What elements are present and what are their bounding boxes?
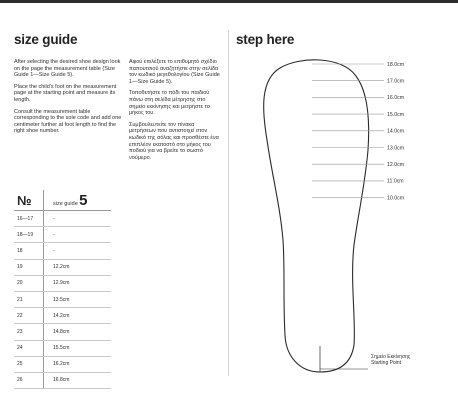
size-number-cell: 16—17 xyxy=(14,211,44,227)
measure-label: 16.0cm xyxy=(387,95,405,102)
size-number-cell: 19 xyxy=(14,259,44,275)
size-number-cell: 21 xyxy=(14,291,44,307)
foot-length-cell: 16.8cm xyxy=(44,372,112,388)
foot-length-cell: - xyxy=(44,243,112,259)
foot-length-cell: - xyxy=(44,227,112,243)
foot-length-cell: 13.5cm xyxy=(44,291,112,307)
size-number-cell: 20 xyxy=(14,275,44,291)
starting-point-label-english: Starting Point xyxy=(371,360,402,367)
size-number-cell: 26 xyxy=(14,372,44,388)
size-guide-title: size guide xyxy=(14,32,78,47)
measurement-marks xyxy=(312,62,404,202)
measure-label: 12.0cm xyxy=(387,162,405,168)
foot-length-cell: 15.5cm xyxy=(44,340,112,356)
foot-length-cell: 14.8cm xyxy=(44,324,112,340)
foot-length-cell: 12.9cm xyxy=(44,275,112,291)
instruction-gr-1: Αφού επιλέξετε το επιθυμητό σχέδιο παπουτσιού αναζητήστε στην σελίδα τον κωδικό μεγεθολογίου (Size Guide 1—Size Guide 5). xyxy=(129,59,220,85)
size-guide-number: 5 xyxy=(79,191,88,209)
foot-length-cell: - xyxy=(44,211,112,227)
foot-length-cell: 16.2cm xyxy=(44,356,112,372)
measure-label: 11.0cm xyxy=(387,178,404,185)
measure-label: 13.0cm xyxy=(387,145,405,152)
foot-length-cell: 14.2cm xyxy=(44,308,112,324)
instruction-gr-2: Τοποθετήστε το πόδι του παιδιού πάνω στη σελίδα μέτρησης στο σημείο εκκίνησης και μετρήστε το μήκος του. xyxy=(129,90,210,117)
instruction-gr-3: Συμβουλευτείτε τον πίνακα μετρήσεων που αντιστοιχεί στον κωδικό της σόλας και προσθέστε ένα επιπλέον εκατοστό στο μήκος του ποδιού για να βρείτε το σωστό νούμερο. xyxy=(129,121,219,161)
measure-label: 18.0cm xyxy=(387,61,405,68)
size-guide-label: size guide xyxy=(53,200,78,207)
instruction-en-3: Consult the measurement table corresponding to the sole code and add one centimeter further at foot length to find the right shoe number. xyxy=(14,108,122,135)
numero-sign: № xyxy=(17,192,32,208)
foot-length-cell: 12.2cm xyxy=(44,259,112,275)
measure-label: 15.0cm xyxy=(387,111,405,118)
size-number-cell: 22 xyxy=(14,308,44,324)
starting-point-label-greek: Σημείο Εκκίνησης xyxy=(371,354,411,360)
size-number-cell: 25 xyxy=(14,356,44,372)
size-number-cell: 18—19 xyxy=(14,227,44,243)
measure-label: 10.0cm xyxy=(387,195,405,202)
size-number-cell: 24 xyxy=(14,340,44,356)
instruction-en-2: Place the child’s foot on the measurement page at the starting point and measure its length. xyxy=(14,83,117,103)
measure-label: 17.0cm xyxy=(387,78,405,85)
step-here-title: step here xyxy=(236,32,295,47)
foot-outline xyxy=(264,60,369,372)
starting-point-label xyxy=(371,354,410,366)
measure-label: 14.0cm xyxy=(387,128,405,135)
size-number-cell: 18 xyxy=(14,243,44,259)
instruction-en-1: After selecting the desired shoe design look on the page the measurement table (Size Guide 1—Size Guide 5). xyxy=(14,59,121,79)
size-number-cell: 23 xyxy=(14,324,44,340)
